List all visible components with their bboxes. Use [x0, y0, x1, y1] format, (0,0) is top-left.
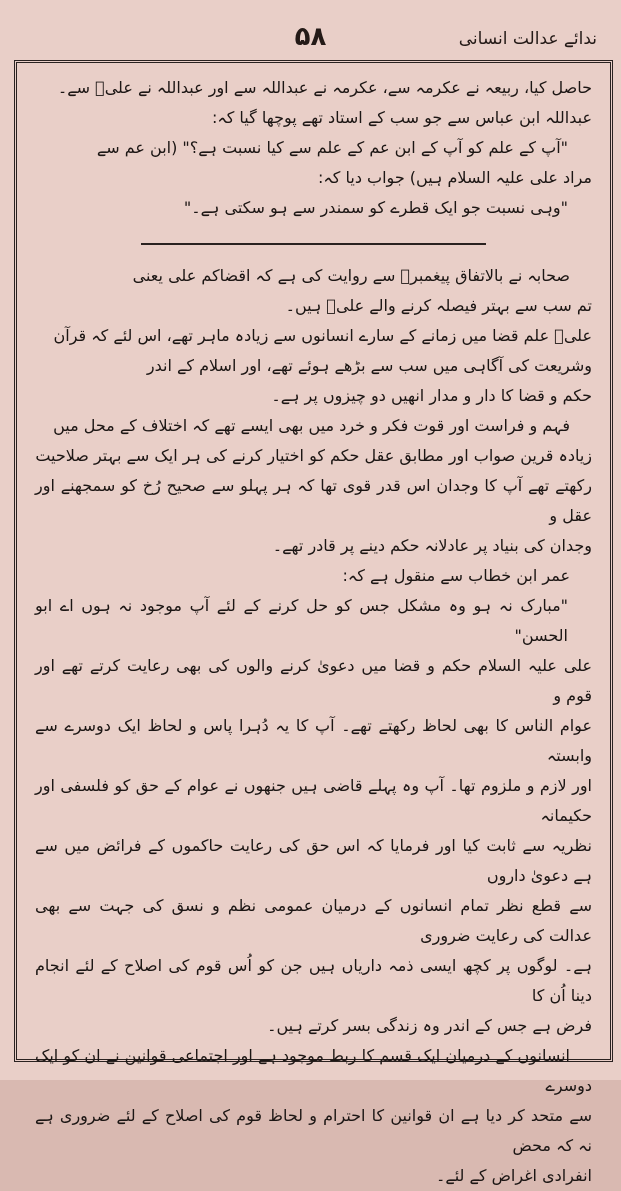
text-line: ہے۔ لوگوں پر کچھ ایسی ذمہ داریاں ہیں جن کو اُس قوم کی اصلاح کے لئے انجام دینا اُن کا [35, 956, 592, 1005]
text-line: حکم و قضا کا دار و مدار انھیں دو چیزوں پر ہے۔ [271, 386, 592, 405]
quote-line: "مبارک نہ ہو وہ مشکل جس کو حل کرنے کے لئے آپ موجود نہ ہوں اے ابو الحسن" [35, 596, 568, 645]
text-line: سے قطع نظر تمام انسانوں کے درمیان عمومی نظم و نسق کی جہت سے بھی عدالت کی رعایت ضروری [35, 896, 592, 945]
running-title: ندائے عدالت انسانی [458, 29, 597, 49]
text-line: مراد علی علیہ السلام ہیں) جواب دیا کہ: [318, 168, 592, 187]
text-line: زیادہ قرین صواب اور مطابق عقل حکم کو اختیار کرنے کی ہر ایک سے بہتر صلاحیت [35, 446, 592, 465]
quote-line: "وہی نسبت جو ایک قطرے کو سمندر سے ہو سکتی ہے۔" [183, 198, 568, 217]
text-line: صحابہ نے بالاتفاق پیغمبرؐ سے روایت کی ہے کہ اقضاکم علی یعنی [132, 266, 570, 285]
text-line: وجدان کی بنیاد پر عادلانہ حکم دینے پر قادر تھے۔ [272, 536, 592, 555]
text-frame [14, 60, 613, 1185]
text-line: سے متحد کر دیا ہے ان قوانین کا احترام و لحاظ قوم کی اصلاح کے لئے ضروری ہے نہ کہ محض [35, 1106, 592, 1155]
text-line: اور لازم و ملزوم تھا۔ آپ وہ پہلے قاضی ہیں جنھوں نے عوام کے حق کو فلسفی اور حکیمانہ [35, 776, 592, 825]
section-divider [141, 243, 486, 245]
text-line: انفرادی اغراض کے لئے۔ [435, 1166, 592, 1185]
page-number: ۵۸ [294, 22, 327, 52]
page-body [35, 73, 592, 1185]
text-line: رکھتے تھے آپ کا وجدان اس قدر قوی تھا کہ ہر پہلو سے صحیح رُخ کو سمجھنے اور عقل و [35, 476, 592, 525]
text-line: عمر ابن خطاب سے منقول ہے کہ: [342, 566, 570, 585]
text-line: حاصل کیا، ربیعہ نے عکرمہ سے، عکرمہ نے عبداللہ سے اور عبداللہ نے علیؑ سے۔ [57, 78, 592, 97]
text-line: علی علیہ السلام حکم و قضا میں دعویٰ کرنے والوں کی بھی رعایت کرتے تھے اور قوم و [35, 656, 592, 705]
page-header [14, 16, 607, 60]
quote-line: "آپ کے علم کو آپ کے ابن عم کے علم سے کیا نسبت ہے؟" (ابن عم سے [96, 138, 568, 157]
text-line: عبداللہ ابن عباس سے جو سب کے استاد تھے پوچھا گیا کہ: [211, 108, 592, 127]
text-line: تم سب سے بہتر فیصلہ کرنے والے علیؑ ہیں۔ [285, 296, 592, 315]
text-line: عوام الناس کا بھی لحاظ رکھتے تھے۔ آپ کا یہ دُہرا پاس و لحاظ ایک دوسرے سے وابستہ [35, 716, 592, 765]
text-line: فرض ہے جس کے اندر وہ زندگی بسر کرتے ہیں۔ [267, 1016, 592, 1035]
text-line: فہم و فراست اور قوت فکر و خرد میں بھی ایسے تھے کہ اختلاف کے محل میں [53, 416, 570, 435]
text-line: وشریعت کی آگاہی میں سب سے بڑھے ہوئے تھے، اور اسلام کے اندر [146, 356, 592, 375]
text-line: علیؑ علم قضا میں زمانے کے سارے انسانوں سے زیادہ ماہر تھے، اس لئے کہ قرآن [53, 326, 592, 345]
text-line: نظریہ سے ثابت کیا اور فرمایا کہ اس حق کی رعایت حاکموں کے فرائض میں سے ہے دعویٰ داروں [35, 836, 592, 885]
text-line: انسانوں کے درمیان ایک قسم کا ربط موجود ہے اور اجتماعی قوانین نے ان کو ایک دوسرے [35, 1046, 592, 1095]
